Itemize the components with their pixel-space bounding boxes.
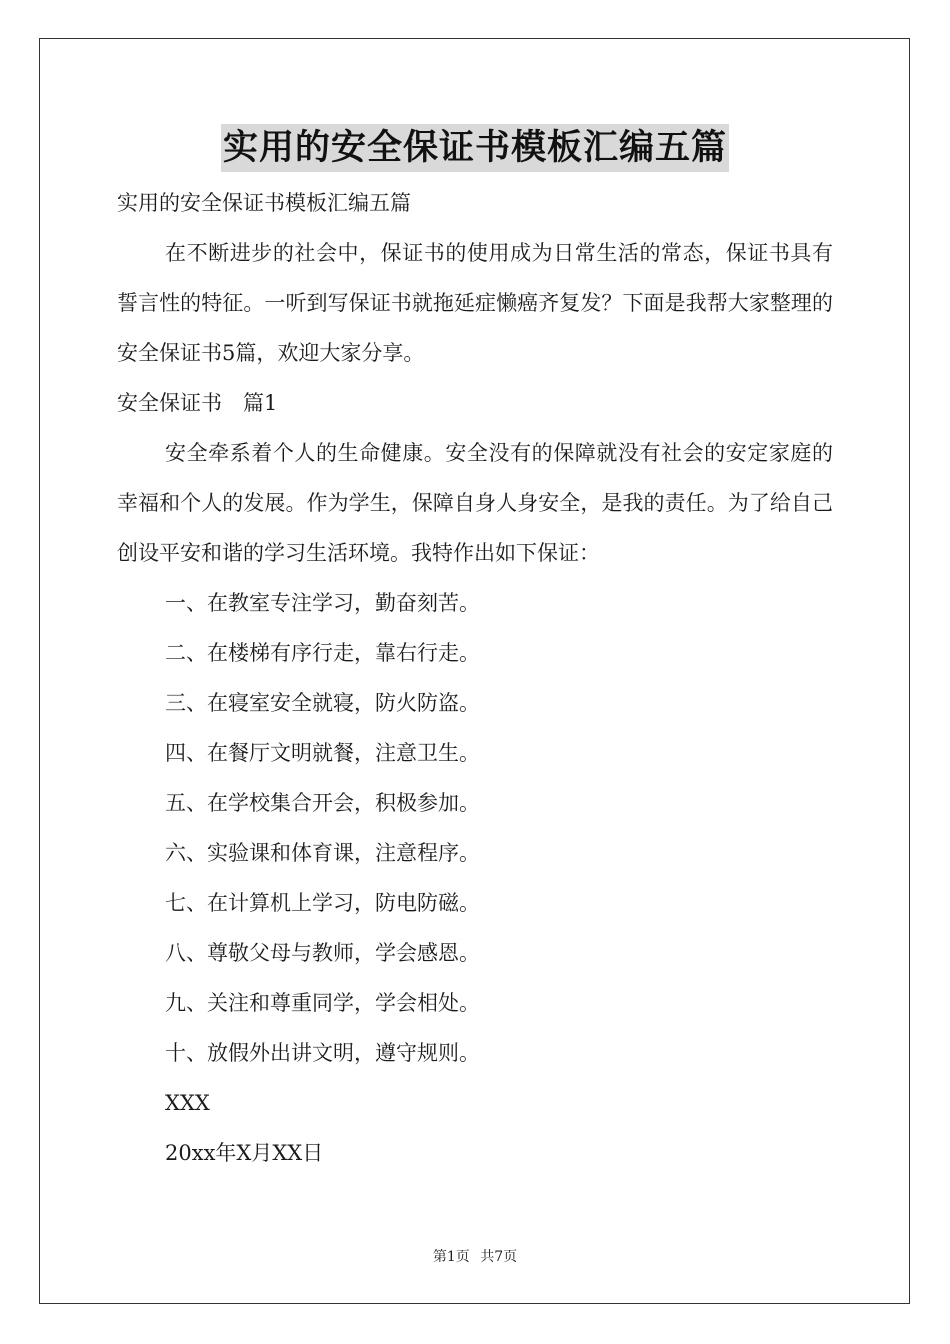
list-item: 十、放假外出讲文明，遵守规则。 bbox=[165, 1041, 480, 1065]
signature: XXX bbox=[165, 1091, 210, 1115]
list-item: 九、关注和尊重同学，学会相处。 bbox=[165, 991, 480, 1015]
list-item: 六、实验课和体育课，注意程序。 bbox=[165, 841, 480, 865]
intro-paragraph: 在不断进步的社会中，保证书的使用成为日常生活的常态，保证书具有誓言性的特征。一听到写保证书就拖延症懒癌齐复发？下面是我帮大家整理的安全保证书5篇，欢迎大家分享。 bbox=[117, 241, 833, 365]
section-paragraph: 安全牵系着个人的生命健康。安全没有的保障就没有社会的安定家庭的幸福和个人的发展。作为学生，保障自身人身安全，是我的责任。为了给自己创设平安和谐的学习生活环境。我特作出如下保证： bbox=[117, 441, 833, 565]
page-total: 共7页 bbox=[480, 1249, 518, 1265]
subtitle: 实用的安全保证书模板汇编五篇 bbox=[117, 191, 411, 215]
title-container bbox=[0, 124, 950, 172]
page-number: 第1页 bbox=[432, 1249, 470, 1265]
list-item: 三、在寝室安全就寝，防火防盗。 bbox=[165, 691, 480, 715]
date: 20xx年X月XX日 bbox=[165, 1141, 324, 1165]
list-item: 七、在计算机上学习，防电防磁。 bbox=[165, 891, 480, 915]
list-item: 五、在学校集合开会，积极参加。 bbox=[165, 791, 480, 815]
list-item: 八、尊敬父母与教师，学会感恩。 bbox=[165, 941, 480, 965]
list-item: 二、在楼梯有序行走，靠右行走。 bbox=[165, 641, 480, 665]
document-title: 实用的安全保证书模板汇编五篇 bbox=[221, 124, 729, 172]
list-item: 四、在餐厅文明就餐，注意卫生。 bbox=[165, 741, 480, 765]
list-item: 一、在教室专注学习，勤奋刻苦。 bbox=[165, 591, 480, 615]
section-heading: 安全保证书 篇1 bbox=[117, 391, 278, 415]
document-body bbox=[117, 178, 833, 1178]
page-footer bbox=[0, 1248, 950, 1266]
